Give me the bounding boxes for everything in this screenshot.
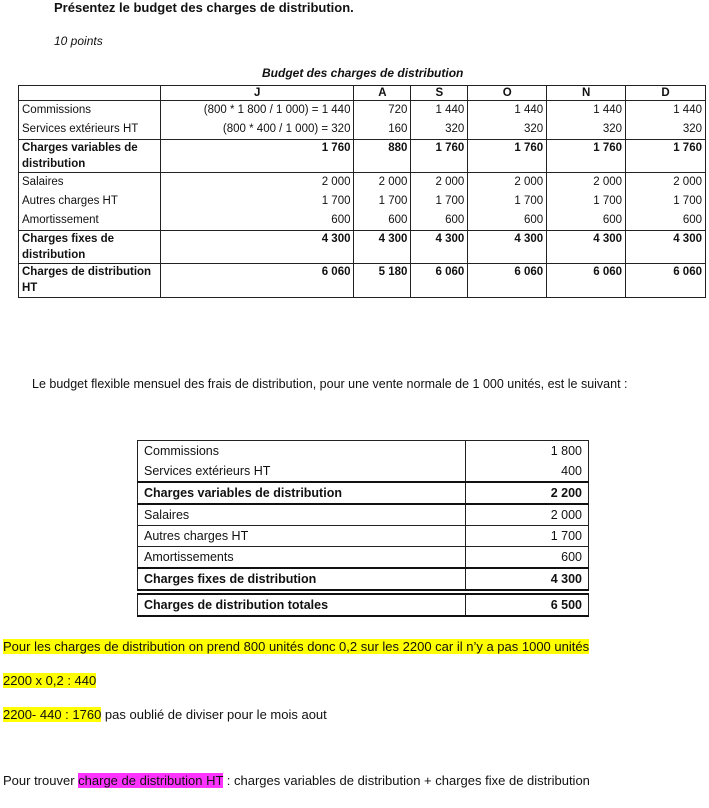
row-value: 1 760: [547, 140, 626, 173]
row-value: 600: [468, 211, 547, 231]
row-value: 6 060: [547, 264, 626, 298]
row-value: 6 060: [411, 264, 468, 298]
row-calc: 1 760: [160, 140, 354, 173]
header-month: D: [626, 86, 706, 101]
row-label: Salaires: [138, 504, 466, 526]
table-row: [138, 441, 589, 462]
table-row-grand-total: [138, 594, 589, 616]
table-row-total: [19, 140, 706, 173]
note-line: [3, 672, 96, 690]
row-value: 2 000: [354, 173, 411, 193]
row-value: 1 760: [626, 140, 706, 173]
header-month: S: [411, 86, 468, 101]
highlighted-text: charge de distribution HT: [78, 773, 224, 788]
row-label: Charges variables de distribution: [19, 140, 161, 173]
row-value: 6 060: [468, 264, 547, 298]
row-label: Charges fixes de distribution: [138, 568, 466, 590]
row-value: 1 440: [468, 101, 547, 121]
row-calc: 1 700: [160, 192, 354, 211]
row-label: Charges fixes de distribution: [19, 231, 161, 264]
row-label: Services extérieurs HT: [19, 120, 161, 140]
budget-header-row: [19, 86, 706, 101]
table-row: [19, 173, 706, 193]
row-value: 2 000: [411, 173, 468, 193]
note-line: [3, 638, 589, 656]
note-line: [3, 772, 643, 790]
note-text: pas oublié de diviser pour le mois aout: [101, 707, 327, 722]
table-row: [19, 211, 706, 231]
table-row-total: [19, 264, 706, 298]
row-value: 2 000: [547, 173, 626, 193]
header-month: O: [468, 86, 547, 101]
row-value: 1 700: [354, 192, 411, 211]
row-value: 320: [547, 120, 626, 140]
table-row-total: [19, 231, 706, 264]
row-value: 600: [547, 211, 626, 231]
row-value: 1 760: [468, 140, 547, 173]
row-value: 1 700: [411, 192, 468, 211]
header-empty: [19, 86, 161, 101]
row-value: 4 300: [547, 231, 626, 264]
highlighted-text: 2200 x 0,2 : 440: [3, 673, 97, 688]
table-row: [19, 120, 706, 140]
row-value: 2 200: [466, 482, 589, 504]
row-calc: (800 * 400 / 1 000) = 320: [160, 120, 354, 140]
table-row: [19, 192, 706, 211]
table-row: [138, 547, 589, 569]
row-value: 600: [626, 211, 706, 231]
row-value: 720: [354, 101, 411, 121]
table-row-total: [138, 568, 589, 590]
row-value: 4 300: [468, 231, 547, 264]
row-value: 1 700: [466, 526, 589, 547]
table-row: [138, 526, 589, 547]
row-value: 1 440: [626, 101, 706, 121]
row-value: 6 500: [466, 594, 589, 616]
row-calc: (800 * 1 800 / 1 000) = 1 440: [160, 101, 354, 121]
row-value: 1 440: [547, 101, 626, 121]
row-value: 600: [466, 547, 589, 569]
row-label: Amortissement: [19, 211, 161, 231]
note-text: Pour trouver: [3, 773, 79, 788]
highlighted-text: 2200- 440 : 1760: [3, 707, 102, 722]
header-month: J: [160, 86, 354, 101]
row-calc: 2 000: [160, 173, 354, 193]
row-calc: 600: [160, 211, 354, 231]
note-text: : charges variables de distribution + charges fixe de distribution: [223, 773, 590, 788]
row-value: 2 000: [466, 504, 589, 526]
table-row-total: [138, 482, 589, 504]
row-value: 2 000: [468, 173, 547, 193]
flexible-budget-intro: Le budget flexible mensuel des frais de distribution, pour une vente normale de 1 000 unités, est le suivant :: [32, 377, 628, 391]
row-value: 1 440: [411, 101, 468, 121]
table-row: [138, 504, 589, 526]
row-value: 320: [468, 120, 547, 140]
row-calc: 6 060: [160, 264, 354, 298]
row-value: 320: [411, 120, 468, 140]
row-value: 1 700: [468, 192, 547, 211]
row-value: 2 000: [626, 173, 706, 193]
points-label: 10 points: [54, 34, 103, 48]
row-value: 1 700: [626, 192, 706, 211]
row-label: Autres charges HT: [138, 526, 466, 547]
row-calc: 4 300: [160, 231, 354, 264]
note-line: [3, 706, 327, 724]
table-row: [19, 101, 706, 121]
row-value: 600: [411, 211, 468, 231]
row-label: Salaires: [19, 173, 161, 193]
row-value: 6 060: [626, 264, 706, 298]
row-value: 320: [626, 120, 706, 140]
header-month: A: [354, 86, 411, 101]
row-value: 4 300: [354, 231, 411, 264]
row-value: 1 800: [466, 441, 589, 462]
row-value: 4 300: [411, 231, 468, 264]
row-label: Charges de distribution HT: [19, 264, 161, 298]
row-label: Charges de distribution totales: [138, 594, 466, 616]
row-label: Charges variables de distribution: [138, 482, 466, 504]
row-value: 600: [354, 211, 411, 231]
row-value: 4 300: [466, 568, 589, 590]
budget-caption: Budget des charges de distribution: [262, 66, 464, 80]
row-value: 4 300: [626, 231, 706, 264]
row-value: 5 180: [354, 264, 411, 298]
row-value: 160: [354, 120, 411, 140]
row-label: Commissions: [138, 441, 466, 462]
flexible-budget-table: [137, 440, 589, 617]
row-label: Services extérieurs HT: [138, 461, 466, 482]
row-label: Amortissements: [138, 547, 466, 569]
budget-table: [18, 85, 706, 298]
row-label: Commissions: [19, 101, 161, 121]
row-value: 880: [354, 140, 411, 173]
table-row: [138, 461, 589, 482]
row-value: 1 700: [547, 192, 626, 211]
row-value: 1 760: [411, 140, 468, 173]
row-label: Autres charges HT: [19, 192, 161, 211]
highlighted-text: Pour les charges de distribution on prend 800 unités donc 0,2 sur les 2200 car il n’y a pas 1000 unités: [3, 639, 590, 654]
exercise-heading: Présentez le budget des charges de distribution.: [54, 0, 354, 15]
row-value: 400: [466, 461, 589, 482]
header-month: N: [547, 86, 626, 101]
